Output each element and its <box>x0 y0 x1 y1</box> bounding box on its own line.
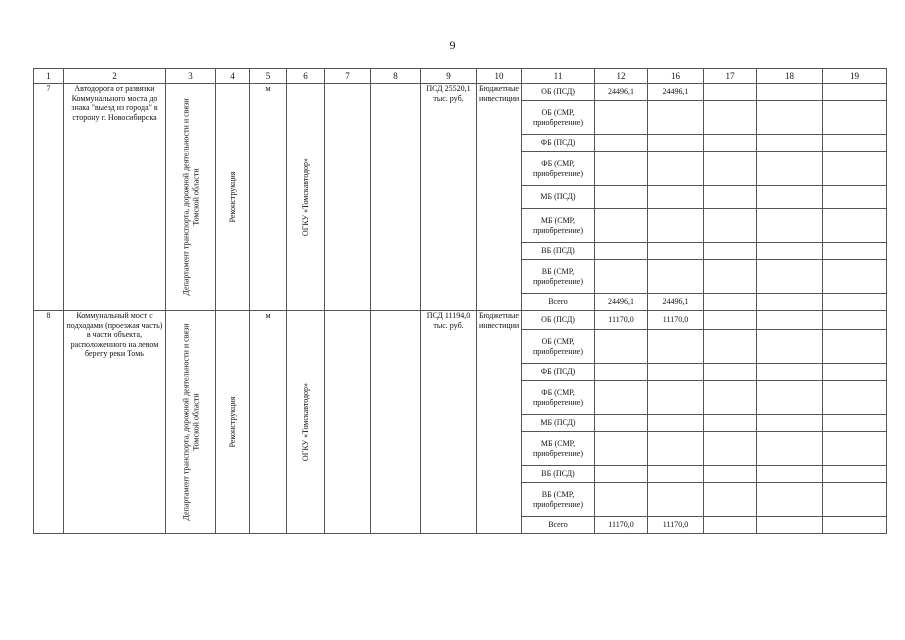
amount-c16 <box>648 330 704 364</box>
funding-source-label: ФБ (ПСД) <box>522 135 595 152</box>
empty-cell-col18 <box>757 294 823 311</box>
empty-cell-col17 <box>704 101 757 135</box>
funding-source-label: ФБ (СМР, приобретение) <box>522 381 595 415</box>
empty-cell-col19 <box>823 432 887 466</box>
empty-cell-col18 <box>757 364 823 381</box>
column-header: 10 <box>477 69 522 84</box>
empty-cell-col19 <box>823 152 887 186</box>
amount-c12 <box>595 152 648 186</box>
department-name <box>166 84 216 311</box>
column-header: 6 <box>287 69 325 84</box>
empty-cell-col17 <box>704 432 757 466</box>
amount-c12 <box>595 466 648 483</box>
empty-cell-col17 <box>704 84 757 101</box>
column-header: 17 <box>704 69 757 84</box>
amount-c16 <box>648 101 704 135</box>
empty-cell-col17 <box>704 330 757 364</box>
empty-cell-col17 <box>704 381 757 415</box>
customer-name-text: ОГКУ «Томскавтодор» <box>300 157 310 237</box>
investment-type: Бюджетные инвестиции <box>477 84 522 311</box>
funding-source-label: МБ (СМР, приобретение) <box>522 209 595 243</box>
column-header: 1 <box>34 69 64 84</box>
work-type-text: Реконструкция <box>227 396 237 448</box>
unit-of-measure: м <box>250 311 287 534</box>
empty-cell-col18 <box>757 466 823 483</box>
amount-c12 <box>595 415 648 432</box>
amount-c16 <box>648 432 704 466</box>
funding-source-label: МБ (ПСД) <box>522 186 595 209</box>
empty-cell-col7 <box>325 311 371 534</box>
funding-source-label: ОБ (ПСД) <box>522 311 595 330</box>
object-name: Автодорога от развязки Коммунального моста до знака "выезд из города" в сторону г. Новосибирска <box>64 84 166 311</box>
column-header: 11 <box>522 69 595 84</box>
column-header: 5 <box>250 69 287 84</box>
funding-source-label: ВБ (СМР, приобретение) <box>522 260 595 294</box>
customer-name-text: ОГКУ «Томскавтодор» <box>300 382 310 462</box>
empty-cell-col17 <box>704 243 757 260</box>
empty-cell-col18 <box>757 330 823 364</box>
amount-c12 <box>595 135 648 152</box>
empty-cell-col18 <box>757 483 823 517</box>
amount-c12 <box>595 364 648 381</box>
amount-c16 <box>648 186 704 209</box>
row-number: 7 <box>34 84 64 311</box>
work-type <box>216 311 250 534</box>
column-header: 16 <box>648 69 704 84</box>
empty-cell-col19 <box>823 209 887 243</box>
empty-cell-col8 <box>371 311 421 534</box>
empty-cell-col18 <box>757 260 823 294</box>
column-header: 19 <box>823 69 887 84</box>
funding-source-label: ФБ (ПСД) <box>522 364 595 381</box>
amount-c16: 11170,0 <box>648 517 704 534</box>
empty-cell-col7 <box>325 84 371 311</box>
empty-cell-col17 <box>704 260 757 294</box>
funding-source-label: ОБ (СМР, приобретение) <box>522 330 595 364</box>
amount-c16 <box>648 466 704 483</box>
empty-cell-col18 <box>757 135 823 152</box>
funding-source-label: ОБ (ПСД) <box>522 84 595 101</box>
amount-c16 <box>648 135 704 152</box>
empty-cell-col18 <box>757 84 823 101</box>
amount-c12: 11170,0 <box>595 517 648 534</box>
empty-cell-col17 <box>704 415 757 432</box>
department-name <box>166 311 216 534</box>
empty-cell-col18 <box>757 101 823 135</box>
amount-c12: 24496,1 <box>595 294 648 311</box>
empty-cell-col8 <box>371 84 421 311</box>
amount-c16 <box>648 209 704 243</box>
column-header: 7 <box>325 69 371 84</box>
empty-cell-col18 <box>757 311 823 330</box>
empty-cell-col17 <box>704 186 757 209</box>
empty-cell-col18 <box>757 517 823 534</box>
funding-source-label: ОБ (СМР, приобретение) <box>522 101 595 135</box>
amount-c12 <box>595 209 648 243</box>
empty-cell-col17 <box>704 364 757 381</box>
empty-cell-col18 <box>757 243 823 260</box>
amount-c12 <box>595 186 648 209</box>
table-row <box>34 311 887 330</box>
empty-cell-col19 <box>823 135 887 152</box>
empty-cell-col17 <box>704 466 757 483</box>
program-table <box>33 68 887 534</box>
estimated-cost: ПСД 11194,0 тыс. руб. <box>421 311 477 534</box>
amount-c16: 24496,1 <box>648 294 704 311</box>
work-type-text: Реконструкция <box>227 171 237 223</box>
empty-cell-col19 <box>823 364 887 381</box>
empty-cell-col18 <box>757 415 823 432</box>
column-header: 8 <box>371 69 421 84</box>
amount-c12 <box>595 330 648 364</box>
empty-cell-col19 <box>823 101 887 135</box>
empty-cell-col19 <box>823 260 887 294</box>
empty-cell-col19 <box>823 243 887 260</box>
amount-c16 <box>648 364 704 381</box>
amount-c16 <box>648 483 704 517</box>
row-number: 8 <box>34 311 64 534</box>
funding-source-label: МБ (СМР, приобретение) <box>522 432 595 466</box>
object-name: Коммунальный мост с подходами (проезжая часть) в части объекта, расположенного на левом берегу реки Томь <box>64 311 166 534</box>
customer-name <box>287 311 325 534</box>
funding-source-label: МБ (ПСД) <box>522 415 595 432</box>
empty-cell-col18 <box>757 152 823 186</box>
funding-source-label: Всего <box>522 294 595 311</box>
work-type <box>216 84 250 311</box>
column-header: 3 <box>166 69 216 84</box>
empty-cell-col19 <box>823 330 887 364</box>
page-number: 9 <box>449 38 456 52</box>
column-header: 4 <box>216 69 250 84</box>
amount-c12 <box>595 483 648 517</box>
amount-c16: 11170,0 <box>648 311 704 330</box>
empty-cell-col18 <box>757 432 823 466</box>
empty-cell-col19 <box>823 466 887 483</box>
empty-cell-col19 <box>823 186 887 209</box>
amount-c12: 24496,1 <box>595 84 648 101</box>
empty-cell-col17 <box>704 294 757 311</box>
amount-c12 <box>595 432 648 466</box>
amount-c16 <box>648 243 704 260</box>
column-header: 18 <box>757 69 823 84</box>
amount-c16 <box>648 415 704 432</box>
empty-cell-col19 <box>823 517 887 534</box>
estimated-cost: ПСД 25520,1 тыс. руб. <box>421 84 477 311</box>
table-body <box>34 69 887 534</box>
empty-cell-col18 <box>757 209 823 243</box>
table-row <box>34 84 887 101</box>
empty-cell-col19 <box>823 84 887 101</box>
amount-c12 <box>595 260 648 294</box>
department-name-text: Департамент транспорта, дорожной деятельности и связи Томской области <box>180 98 200 296</box>
amount-c16 <box>648 152 704 186</box>
header-row <box>34 69 887 84</box>
empty-cell-col17 <box>704 135 757 152</box>
amount-c16 <box>648 260 704 294</box>
funding-source-label: ВБ (ПСД) <box>522 243 595 260</box>
empty-cell-col19 <box>823 415 887 432</box>
amount-c16 <box>648 381 704 415</box>
column-header: 2 <box>64 69 166 84</box>
unit-of-measure: м <box>250 84 287 311</box>
amount-c12: 11170,0 <box>595 311 648 330</box>
column-header: 9 <box>421 69 477 84</box>
empty-cell-col17 <box>704 152 757 186</box>
amount-c12 <box>595 101 648 135</box>
empty-cell-col17 <box>704 517 757 534</box>
empty-cell-col19 <box>823 311 887 330</box>
amount-c12 <box>595 381 648 415</box>
investment-type: Бюджетные инвестиции <box>477 311 522 534</box>
amount-c12 <box>595 243 648 260</box>
funding-source-label: Всего <box>522 517 595 534</box>
funding-source-label: ФБ (СМР, приобретение) <box>522 152 595 186</box>
empty-cell-col19 <box>823 381 887 415</box>
customer-name <box>287 84 325 311</box>
empty-cell-col18 <box>757 186 823 209</box>
funding-source-label: ВБ (ПСД) <box>522 466 595 483</box>
funding-source-label: ВБ (СМР, приобретение) <box>522 483 595 517</box>
empty-cell-col18 <box>757 381 823 415</box>
empty-cell-col17 <box>704 311 757 330</box>
empty-cell-col17 <box>704 209 757 243</box>
empty-cell-col19 <box>823 294 887 311</box>
empty-cell-col19 <box>823 483 887 517</box>
amount-c16: 24496,1 <box>648 84 704 101</box>
department-name-text: Департамент транспорта, дорожной деятельности и связи Томской области <box>180 323 200 521</box>
empty-cell-col17 <box>704 483 757 517</box>
column-header: 12 <box>595 69 648 84</box>
